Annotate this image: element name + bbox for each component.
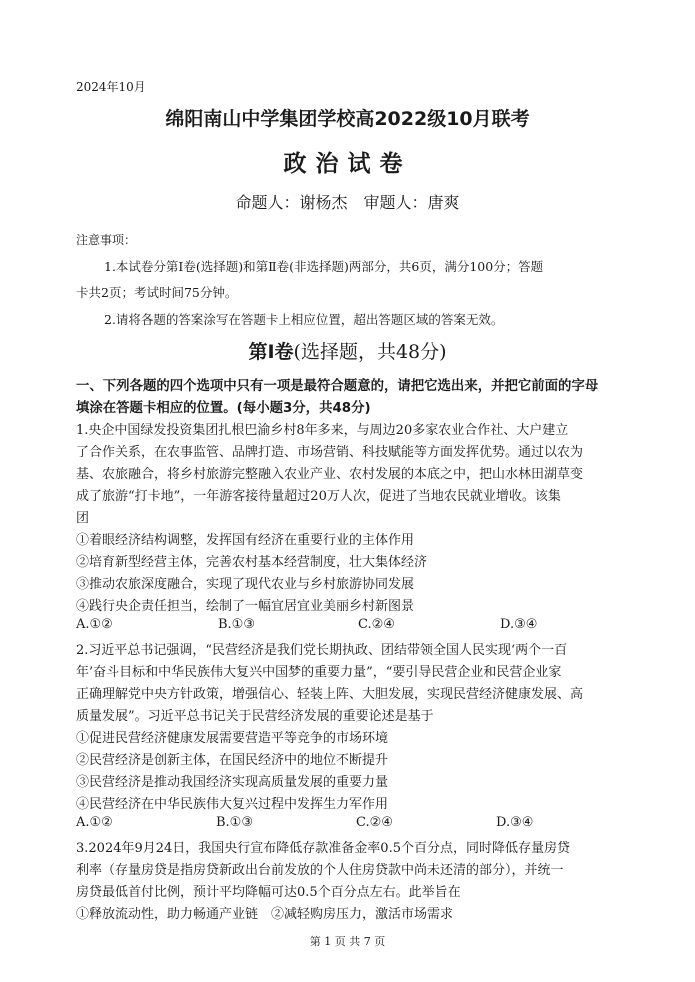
q1-stem-line: 基、农旅融合，将乡村旅游完整融入农业产业、农村发展的本底之中，把山水林田湖草变 [76,467,584,482]
q1-stem-line: 1.央企中国绿发投资集团扎根巴渝乡村8年多来，与周边20多家农业合作社、大户建立 [76,423,569,438]
q2-option-a: A.①② [76,815,113,830]
q2-stem-line: 年’奋斗目标和中华民族伟大复兴中国梦的重要力量”，“要引导民营企业和民营企业家 [76,665,562,680]
section-instruction-1: 一、下列各题的四个选项中只有一项是最符合题意的，请把它选出来，并把它前面的字母 [76,379,599,394]
q1-statement: ④践行央企责任担当，绘制了一幅宜居宜业美丽乡村新图景 [76,599,415,614]
q2-statement: ③民营经济是推动我国经济实现高质量发展的重要力量 [76,775,389,790]
subject-title: 政治试卷 [283,151,412,177]
q3-stem-line: 利率（存量房贷是指房贷新政出台前发放的个人住房贷款中尚未还清的部分），并统一 [76,863,564,878]
q2-stem-line: 正确理解党中央方针政策，增强信心、轻装上阵、大胆发展，实现民营经济健康发展、高 [76,687,584,702]
authors-line: 命题人：谢杨杰 审题人：唐爽 [235,193,460,212]
page-footer: 第 1 页 共 7 页 [309,935,386,948]
q2-stem-line: 质量发展”。习近平总书记关于民营经济发展的重要论述是基于 [76,709,434,724]
section-title-rest: (选择题，共48分) [293,341,447,363]
q1-statement: ②培育新型经营主体，完善农村基本经营制度，壮大集体经济 [76,555,428,570]
notice-heading: 注意事项： [76,233,137,247]
q1-stem-line: 成了旅游“打卡地”，一年游客接待量超过20万人次，促进了当地农民就业增收。该集 [76,489,561,504]
exam-title: 绵阳南山中学集团学校高2022级10月联考 [165,108,530,130]
q2-statement: ②民营经济是创新主体，在国民经济中的地位不断提升 [76,753,389,768]
q2-option-b: B.①③ [216,815,253,830]
q1-option-b: B.①③ [218,617,255,632]
section-title [0,337,695,364]
q2-statement: ④民营经济在中华民族伟大复兴过程中发挥生力军作用 [76,797,389,812]
q1-statement: ①着眼经济结构调整，发挥国有经济在重要行业的主体作用 [76,533,415,548]
q1-option-d: D.③④ [500,617,538,632]
section-instruction-2: 填涂在答题卡相应的位置。(每小题3分，共48分) [76,401,371,416]
q3-stem-line: 房贷最低首付比例，预计平均降幅可达0.5个百分点左右。此举旨在 [76,885,461,900]
notice-item-2: 2.请将各题的答案涂写在答题卡上相应位置，超出答题区域的答案无效。 [104,312,504,327]
q2-stem-line: 2.习近平总书记强调，“民营经济是我们党长期执政、团结带领全国人民实现‘两个一百 [76,643,568,658]
q2-option-c: C.②④ [356,815,393,830]
q2-statement: ①促进民营经济健康发展需要营造平等竞争的市场环境 [76,731,389,746]
q1-stem-line: 团 [76,511,90,526]
q1-stem-line: 了合作关系，在农事监管、品牌打造、市场营销、科技赋能等方面发挥优势。通过以农为 [76,445,584,460]
q1-option-a: A.①② [76,617,113,632]
q1-option-c: C.②④ [358,617,395,632]
q2-option-d: D.③④ [496,815,534,830]
notice-item-1: 1.本试卷分第Ⅰ卷(选择题)和第Ⅱ卷(非选择题)两部分，共6页，满分100分；答题 [104,259,544,274]
q3-stem-line: 3.2024年9月24日，我国央行宣布降低存款准备金率0.5个百分点，同时降低存量房贷 [76,841,570,856]
notice-item-1-cont: 卡共2页；考试时间75分钟。 [76,285,238,300]
q1-statement: ③推动农旅深度融合，实现了现代农业与乡村旅游协同发展 [76,577,415,592]
q3-statements: ①释放流动性，助力畅通产业链 ②减轻购房压力，激活市场需求 [76,907,454,922]
exam-date: 2024年10月 [76,80,146,94]
section-title-bold: 第Ⅰ卷 [248,341,294,363]
